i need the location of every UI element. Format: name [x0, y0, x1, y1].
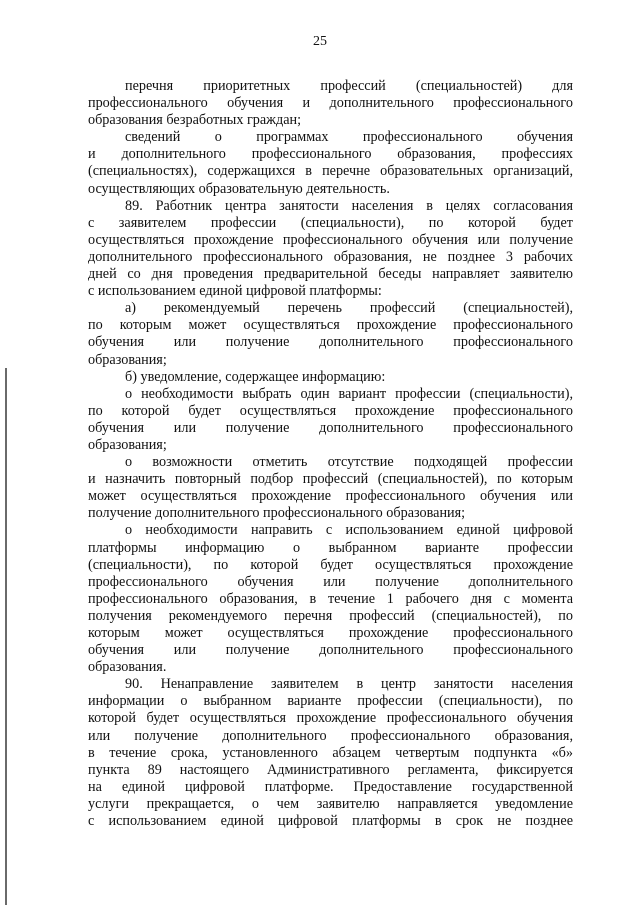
text-line: получение дополнительного профессионального образования;: [88, 505, 466, 522]
text-line: которой будет осуществляться прохождение профессионального обучения: [88, 710, 573, 727]
text-line: обучения или получение дополнительного профессионального: [88, 642, 573, 659]
scan-edge-line: [5, 368, 7, 905]
text-line: в течение срока, установленного абзацем четвертым подпункта «б»: [88, 744, 573, 761]
text-line: перечня приоритетных профессий (специальностей) для: [125, 78, 573, 94]
text-line: профессионального обучения и дополнительного профессионального: [88, 95, 573, 112]
text-line: образования.: [88, 659, 167, 676]
text-line: информации о выбранном варианте профессии (специальности), по: [88, 693, 573, 710]
text-line: по которой будет осуществляться прохождение профессионального: [88, 402, 573, 419]
text-line: о необходимости выбрать один вариант профессии (специальности),: [125, 385, 573, 402]
paragraph: [88, 369, 573, 386]
page-number: 25: [313, 34, 327, 49]
text-line: обучения или получение дополнительного профессионального: [88, 334, 573, 351]
text-line: с использованием единой цифровой платформы:: [88, 283, 382, 300]
text-line: образования;: [88, 351, 167, 368]
text-line: о возможности отметить отсутствие подходящей профессии: [125, 454, 573, 471]
paragraph: [88, 78, 573, 129]
paragraph: [88, 522, 573, 676]
text-line: услуги прекращается, о чем заявителю направляется уведомление: [88, 795, 573, 812]
paragraph: [88, 386, 573, 454]
text-line: б) уведомление, содержащее информацию:: [125, 368, 386, 385]
text-line: по которым может осуществляться прохождение профессионального: [88, 317, 573, 334]
text-line: и назначить повторный подбор профессий (специальностей), по которым: [88, 471, 573, 488]
text-line: на единой цифровой платформе. Предоставление государственной: [88, 778, 573, 795]
text-line: с заявителем профессии (специальности), по которой будет: [88, 214, 573, 231]
text-line: осуществляющих образовательную деятельность.: [88, 180, 390, 197]
text-line: профессионального образования, в течение 1 рабочего дня с момента: [88, 590, 573, 607]
text-line: обучения или получение дополнительного профессионального: [88, 419, 573, 436]
text-line: образования безработных граждан;: [88, 112, 302, 129]
text-line: (специальности), по которой будет осуществляться прохождение: [88, 556, 573, 573]
paragraph: [88, 300, 573, 368]
text-line: сведений о программах профессионального обучения: [125, 129, 573, 146]
text-line: дополнительного профессионального образования, не позднее 3 рабочих: [88, 248, 573, 265]
text-line: с использованием единой цифровой платформы в срок не позднее: [88, 813, 573, 830]
paragraph: [88, 676, 573, 830]
text-line: и дополнительного профессионального образования, профессиях: [88, 146, 573, 163]
text-line: а) рекомендуемый перечень профессий (специальностей),: [125, 300, 573, 317]
text-line: о необходимости направить с использованием единой цифровой: [125, 522, 573, 539]
paragraph: [88, 198, 573, 301]
text-line: 89. Работник центра занятости населения в целях согласования: [125, 197, 573, 214]
text-line: 90. Ненаправление заявителем в центр занятости населения: [125, 676, 573, 693]
text-line: которым может осуществляться прохождение профессионального: [88, 625, 573, 641]
text-line: платформы информацию о выбранном варианте профессии: [88, 539, 573, 556]
text-line: получения рекомендуемого перечня профессий (специальностей), по: [88, 607, 573, 624]
text-line: дней со дня проведения предварительной беседы направляет заявителю: [88, 266, 573, 283]
text-line: или получение дополнительного профессионального образования,: [88, 727, 573, 744]
text-line: образования;: [88, 436, 167, 453]
text-line: осуществляться прохождение профессионального обучения или получение: [88, 231, 573, 248]
text-line: пункта 89 настоящего Административного регламента, фиксируется: [88, 761, 573, 778]
text-line: профессионального обучения или получение дополнительного: [88, 573, 573, 590]
paragraph: [88, 454, 573, 522]
document-body: [88, 78, 573, 830]
text-line: может осуществляться прохождение профессионального обучения или: [88, 488, 573, 505]
text-line: (специальностях), содержащихся в перечне образовательных организаций,: [88, 163, 573, 180]
paragraph: [88, 129, 573, 197]
